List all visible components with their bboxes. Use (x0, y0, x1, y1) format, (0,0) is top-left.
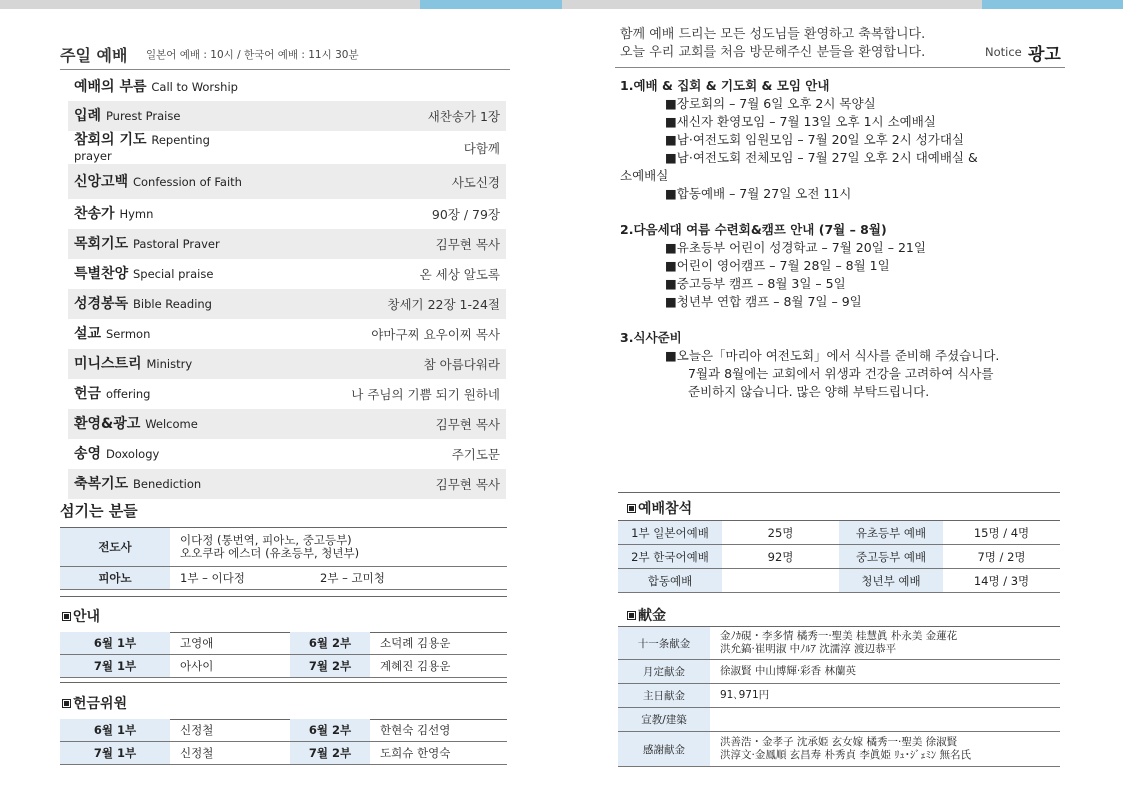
order-item-ko: 목회기도 (74, 236, 129, 252)
top-bar-right-accent (982, 0, 1123, 9)
row-value: 91､971円 (710, 684, 1060, 708)
order-item (68, 164, 506, 199)
row-label: 중고등부 예배 (839, 545, 943, 569)
order-item-ko: 참회의 기도 (74, 131, 147, 148)
row-label: 피아노 (60, 567, 170, 590)
order-item-value: 새찬송가 1장 (427, 109, 500, 124)
order-item-value: 90장 / 79장 (431, 207, 500, 222)
table-row (618, 660, 1060, 684)
order-item-ko: 설교 (74, 326, 102, 342)
notice-item: ■유초등부 어린이 성경학교 – 7월 20일 – 21일 (665, 240, 926, 255)
divider (615, 67, 1065, 68)
table-row (618, 545, 1060, 569)
guide-table (60, 632, 507, 678)
order-item-name (74, 476, 201, 492)
order-item-ko: 축복기도 (74, 476, 129, 492)
order-item (68, 439, 506, 469)
order-item (68, 469, 506, 499)
order-item-name (74, 296, 212, 312)
row-label: 유초등부 예배 (839, 521, 943, 545)
notice-heading: 3.식사준비 (620, 330, 682, 345)
row-value: 한현숙 김선영 (370, 719, 507, 742)
row-value: 이다정 (통번역, 피아노, 중고등부) 오오쿠라 에스더 (유초등부, 청년부) (170, 528, 507, 567)
row-label: 7월 2부 (290, 742, 370, 765)
table-row (618, 627, 1060, 660)
order-item-name (74, 386, 150, 402)
row-value: 15명 / 4명 (943, 521, 1060, 545)
table-row (618, 569, 1060, 593)
offering-committee-title: 헌금위원 (62, 693, 127, 713)
row-value: 徐淑賢 中山博輝·彩香 林蘭英 (710, 660, 1060, 684)
order-item (68, 319, 506, 349)
divider (618, 492, 1060, 493)
row-label: 6월 1부 (60, 632, 170, 655)
table-row (618, 708, 1060, 732)
welcome-line: 함께 예배 드리는 모든 성도님들 환영하고 축복합니다. (620, 27, 926, 42)
row-label: 主日献金 (618, 684, 710, 708)
square-icon (62, 699, 71, 708)
square-icon (62, 612, 71, 621)
order-item-en: Doxology (105, 447, 160, 461)
top-bar-right (562, 0, 982, 9)
order-item-ko: 환영&광고 (74, 416, 141, 432)
offerings-title: 献金 (627, 605, 666, 625)
notice-item: ■남·여전도회 전체모임 – 7월 27일 오후 2시 대예배실 & (665, 150, 978, 165)
row-label: 6월 2부 (290, 719, 370, 742)
table-row (618, 684, 1060, 708)
offerings-table (618, 627, 1060, 767)
row-value: 25명 (722, 521, 839, 545)
offering-committee-table (60, 719, 507, 765)
row-label: 6월 1부 (60, 719, 170, 742)
order-item-name (74, 206, 153, 222)
top-bar-left-accent (420, 0, 562, 9)
order-item-name (74, 356, 192, 372)
row-label: 6월 2부 (290, 632, 370, 655)
order-item-value: 다함께 (463, 140, 500, 156)
table-row (618, 732, 1060, 767)
order-item (68, 289, 506, 319)
table-row (60, 719, 507, 742)
order-item (68, 73, 506, 101)
notice-item: ■새신자 환영모임 – 7월 13일 오후 1시 소예배실 (665, 114, 936, 129)
order-item-ko: 송영 (74, 446, 102, 462)
table-row (60, 632, 507, 655)
row-label: 7월 1부 (60, 655, 170, 678)
order-item-en: Bible Reading (132, 297, 212, 311)
row-label: 十一条献金 (618, 627, 710, 660)
guide-title: 안내 (62, 606, 100, 626)
order-item-value: 사도신경 (451, 174, 500, 190)
order-item-ko: 예배의 부름 (74, 79, 147, 95)
order-item-value: 온 세상 알도록 (419, 267, 500, 282)
order-item-name (74, 174, 242, 190)
order-item-ko: 입례 (74, 108, 102, 124)
order-item-ko: 특별찬양 (74, 266, 129, 282)
notice-item: ■장로회의 – 7월 6일 오후 2시 목양실 (665, 96, 876, 111)
row-label: 전도사 (60, 528, 170, 567)
notice-item: 7월과 8월에는 교회에서 위생과 건강을 고려하여 식사를 (688, 366, 994, 381)
order-item (68, 199, 506, 229)
row-value: 92명 (722, 545, 839, 569)
order-item-name (74, 416, 198, 432)
notice-list (620, 77, 1040, 401)
order-item (68, 409, 506, 439)
row-label: 宣教/建築 (618, 708, 710, 732)
row-value: 신정철 (170, 719, 290, 742)
row-value: 7명 / 2명 (943, 545, 1060, 569)
order-item-name (74, 446, 159, 462)
order-of-worship (68, 73, 506, 499)
order-item-value: 김무현 목사 (435, 417, 500, 432)
welcome-line: 오늘 우리 교회를 처음 방문해주신 분들을 환영합니다. (620, 45, 926, 60)
order-item-en: Sermon (105, 327, 151, 341)
square-icon (627, 611, 636, 620)
welcome-message (620, 26, 925, 62)
order-item-value: 김무현 목사 (435, 237, 500, 252)
order-item-en: Benediction (132, 477, 202, 491)
notice-item: ■청년부 연합 캠프 – 8월 7일 – 9일 (665, 294, 862, 309)
row-value (710, 708, 1060, 732)
row-label: 1부 일본어예배 (618, 521, 722, 545)
service-times: 일본어 예배 : 10시 / 한국어 예배 : 11시 30분 (146, 49, 359, 61)
table-row (60, 742, 507, 765)
row-value: 洪善浩・金孝子 沈承姫 玄女嫁 橘秀一·聖美 徐淑賢 洪淳文·金鳳順 玄昌寿 朴秀貞 李眞姫 ﾘｭ･ｼﾞｪﾐﾝ 無名氏 (710, 732, 1060, 767)
table-row (60, 655, 507, 678)
notice-heading: 2.다음세대 여름 수련회&캠프 안내 (7월 – 8월) (620, 222, 887, 237)
order-item-ko: 미니스트리 (74, 356, 142, 372)
service-header (60, 43, 510, 70)
order-item-en: Welcome (145, 417, 198, 431)
order-item-en: Confession of Faith (132, 174, 242, 189)
order-item-value: 참 아름다워라 (423, 357, 500, 372)
order-item-en: offering (105, 387, 151, 401)
table-row (60, 528, 507, 567)
order-item-name (74, 132, 244, 164)
notice-item: ■남·여전도회 임원모임 – 7월 20일 오후 2시 성가대실 (665, 132, 965, 147)
order-item-name (74, 326, 150, 342)
row-label: 2부 한국어예배 (618, 545, 722, 569)
row-value: 신정철 (170, 742, 290, 765)
row-value: 1부 – 이다정 (170, 567, 310, 590)
row-label: 청년부 예배 (839, 569, 943, 593)
row-value: 2부 – 고미청 (310, 567, 507, 590)
order-item (68, 229, 506, 259)
notice-heading: 1.예배 & 집회 & 기도회 & 모임 안내 (620, 78, 830, 93)
order-item-value: 나 주님의 기쁨 되기 원하네 (351, 387, 500, 402)
order-item-ko: 신앙고백 (74, 173, 129, 190)
row-value: 고영애 (170, 632, 290, 655)
order-item-en: Special praise (132, 267, 214, 281)
order-item-value: 주기도문 (451, 447, 500, 462)
accompany-title: 섬기는 분들 (60, 502, 138, 520)
ad-title: 광고 (1028, 45, 1061, 65)
order-item-ko: 헌금 (74, 386, 102, 402)
row-value: 아사이 (170, 655, 290, 678)
row-label: 합동예배 (618, 569, 722, 593)
order-item-en: Purest Praise (105, 109, 181, 123)
order-item-value: 야마구찌 요우이찌 목사 (371, 327, 500, 342)
notice-item: ■합동예배 – 7월 27일 오전 11시 (665, 186, 852, 201)
square-icon (627, 504, 636, 513)
table-row (618, 521, 1060, 545)
order-item-name (74, 79, 238, 95)
service-title: 주일 예배 (60, 46, 128, 65)
divider (60, 682, 507, 683)
notice-item: ■중고등부 캠프 – 8월 3일 – 5일 (665, 276, 846, 291)
row-value: 계혜진 김용운 (370, 655, 507, 678)
divider (60, 596, 507, 597)
notice-label: Notice (985, 45, 1022, 59)
order-item (68, 131, 506, 164)
order-item-en: Call to Worship (151, 80, 238, 94)
order-item-ko: 찬송가 (74, 206, 115, 222)
order-item-en: Repenting prayer (74, 132, 210, 163)
row-label: 7월 2부 (290, 655, 370, 678)
order-item-en: Hymn (119, 207, 154, 221)
row-value: 도희슈 한영숙 (370, 742, 507, 765)
notice-item: ■어린이 영어캠프 – 7월 28일 – 8월 1일 (665, 258, 890, 273)
order-item (68, 379, 506, 409)
order-item-name (74, 236, 220, 252)
order-item (68, 259, 506, 289)
order-item-en: Ministry (146, 357, 193, 371)
order-item-name (74, 266, 213, 282)
attendance-title: 예배참석 (627, 498, 692, 518)
row-value: 소덕례 김용운 (370, 632, 507, 655)
order-item (68, 101, 506, 131)
row-label: 感謝献金 (618, 732, 710, 767)
row-value: 14명 / 3명 (943, 569, 1060, 593)
row-label: 月定献金 (618, 660, 710, 684)
row-value: 金ﾉｶ硯・李多情 橘秀一·聖美 桂慧眞 朴永美 金蓮花 洪允鎬·崔明淑 中ﾉﾙｱ 沈濡淳 渡辺恭平 (710, 627, 1060, 660)
table-row (60, 567, 507, 590)
notice-item: ■오늘은「마리아 여전도회」에서 식사를 준비해 주셨습니다. (665, 348, 1000, 363)
top-bar-left (0, 0, 420, 9)
attendance-table (618, 521, 1060, 593)
order-item-en: Pastoral Praver (132, 237, 220, 251)
order-item-value: 창세기 22장 1-24절 (387, 297, 500, 312)
order-item-ko: 성경봉독 (74, 296, 129, 312)
order-item-name (74, 108, 180, 124)
notice-item: 소예배실 (620, 168, 669, 183)
row-label: 7월 1부 (60, 742, 170, 765)
order-item-value: 김무현 목사 (435, 477, 500, 492)
accompany-table (60, 528, 507, 590)
notice-item: 준비하지 않습니다. 많은 양해 부탁드립니다. (688, 384, 930, 399)
row-value (722, 569, 839, 593)
order-item (68, 349, 506, 379)
